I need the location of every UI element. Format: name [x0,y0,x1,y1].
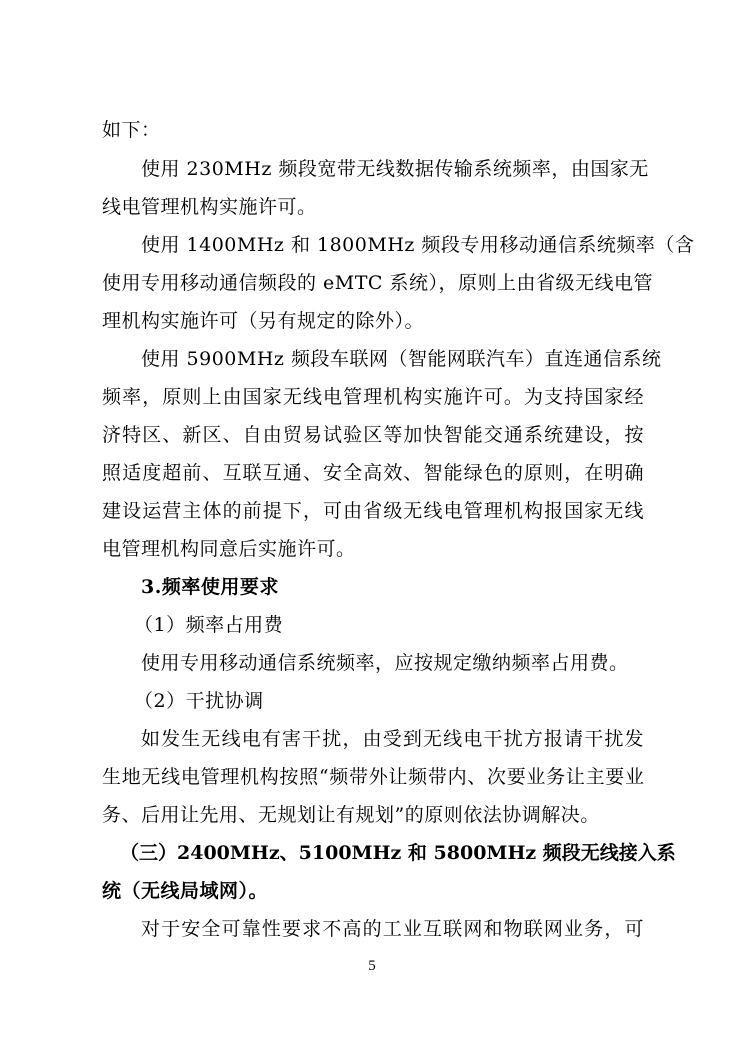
subheading-occupancy-fee: （1）频率占用费 [134,614,284,636]
paragraph-1400mhz-line-2: 使用专用移动通信频段的 eMTC 系统），原则上由省级无线电管 [102,272,653,294]
paragraph-5900mhz-line-6: 电管理机构同意后实施许可。 [102,538,356,560]
paragraph-230mhz-line-2: 线电管理机构实施许可。 [102,196,317,218]
paragraph-5900mhz-line-1: 使用 5900MHz 频段车联网（智能网联汽车）直连通信系统 [141,348,662,370]
paragraph-interference-line-2: 生地无线电管理机构按照“频带外让频带内、次要业务让主要业 [102,766,644,788]
paragraph-occupancy-fee: 使用专用移动通信系统频率，应按规定缴纳频率占用费。 [141,652,629,674]
text-line-continuation: 如下： [102,119,161,141]
page-number: 5 [368,958,376,974]
section-heading-wireless-access-cont: 统（无线局域网）。 [102,880,269,902]
paragraph-1400mhz-line-3: 理机构实施许可（另有规定的除外）。 [102,310,425,332]
section-heading-wireless-access: （三）2400MHz、5100MHz 和 5800MHz 频段无线接入系 [120,842,676,864]
paragraph-5900mhz-line-4: 照适度超前、互联互通、安全高效、智能绿色的原则，在明确 [102,462,644,484]
paragraph-1400mhz-line-1: 使用 1400MHz 和 1800MHz 频段专用移动通信系统频率（含 [141,234,695,256]
paragraph-5900mhz-line-2: 频率，原则上由国家无线电管理机构实施许可。为支持国家经 [102,386,644,408]
paragraph-interference-line-1: 如发生无线电有害干扰，由受到无线电干扰方报请干扰发 [141,728,644,750]
subheading-interference: （2）干扰协调 [134,690,264,712]
paragraph-5900mhz-line-3: 济特区、新区、自由贸易试验区等加快智能交通系统建设，按 [102,424,644,446]
paragraph-5900mhz-line-5: 建设运营主体的前提下，可由省级无线电管理机构报国家无线 [102,500,644,522]
paragraph-iot-line-1: 对于安全可靠性要求不高的工业互联网和物联网业务，可 [141,918,644,940]
section-heading-frequency-use: 3.频率使用要求 [141,576,279,598]
paragraph-interference-line-3: 务、后用让先用、无规划让有规划”的原则依法协调解决。 [102,804,600,826]
paragraph-230mhz-line-1: 使用 230MHz 频段宽带无线数据传输系统频率，由国家无 [141,158,649,180]
